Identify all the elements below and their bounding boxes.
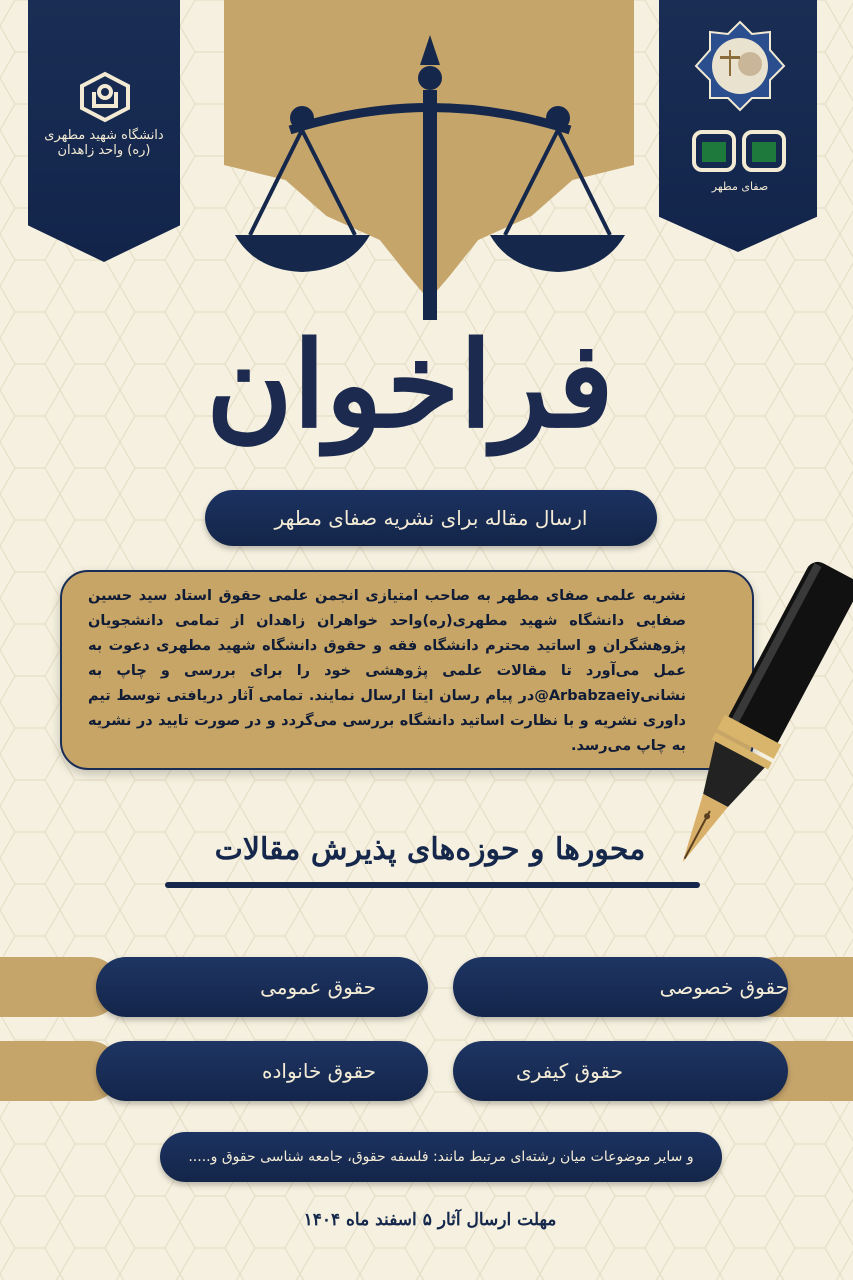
fountain-pen-icon [660, 560, 853, 890]
publisher-logo-text: صفای مطهر [711, 180, 769, 193]
publisher-logo-icon [690, 128, 790, 188]
other-topics-pill: و سایر موضوعات میان رشته‌ای مرتبط مانند: فلسفه حقوق، جامعه شناسی حقوق و..... [160, 1132, 722, 1182]
university-name: دانشگاه شهید مطهری (ره) واحد زاهدان [44, 128, 164, 158]
subtitle-pill: ارسال مقاله برای نشریه صفای مطهر [205, 490, 657, 546]
topics-title-underline [165, 882, 700, 888]
university-logo-icon [78, 70, 132, 124]
call-title: فراخوان [206, 315, 614, 454]
submission-deadline: مهلت ارسال آثار ۵ اسفند ماه ۱۴۰۴ [303, 1210, 557, 1230]
scales-of-justice-icon [230, 30, 630, 330]
association-seal-icon [694, 20, 786, 112]
topic-family-law: حقوق خانواده [96, 1041, 428, 1101]
topic-public-law: حقوق عمومی [96, 957, 428, 1017]
description-text: نشریه علمی صفای مطهر به صاحب امتیازی انجمن علمی حقوق استاد سید حسین صفایی دانشگاه شهید مطهری(ره)واحد خواهران زاهدان از تمامی دانشجویان پژوهشگران و اساتید محترم دانشگاه فقه و حقوق دانشگاه شهید مطهری دعوت به عمل می‌آورد تا مقالات علمی پژوهشی خود را برای بررسی و چاپ به نشانی‌Arbabzaeiy@در پیام رسان ایتا ارسال نمایند. تمامی آثار دریافتی توسط تیم داوری نشریه و با نظارت اساتید دانشگاه بررسی می‌گردد و در صورت تایید در نشریه به چاپ می‌رسد. [88, 588, 686, 754]
topic-criminal-law: حقوق کیفری [453, 1041, 788, 1101]
topics-title: محورها و حوزه‌های پذیرش مقالات [214, 832, 646, 867]
topic-private-law: حقوق خصوصی [453, 957, 788, 1017]
